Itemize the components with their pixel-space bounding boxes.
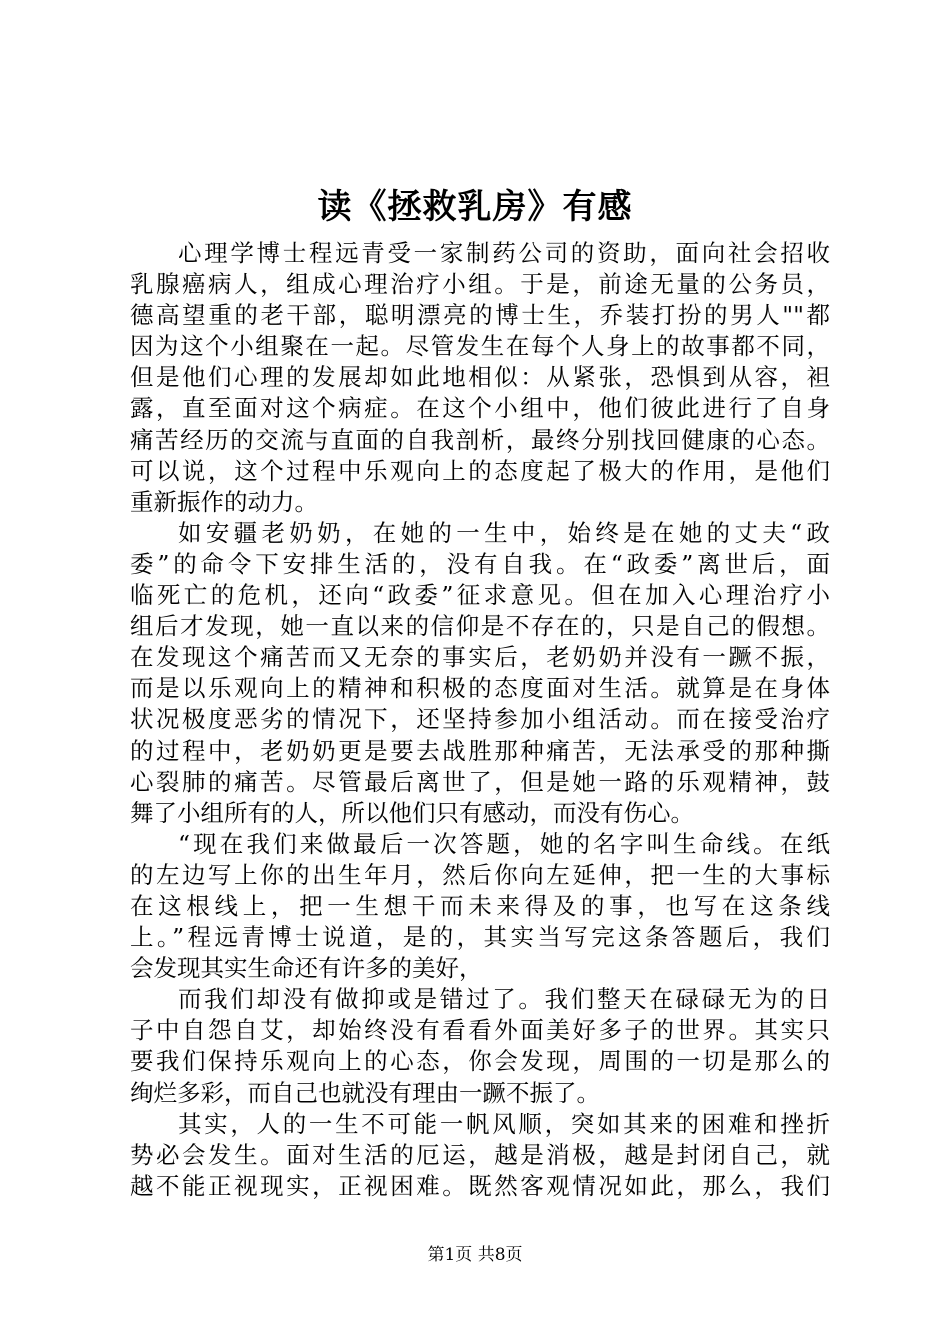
text-line: 心裂肺的痛苦。尽管最后离世了，但是她一路的乐观精神，鼓 bbox=[130, 767, 830, 796]
text-line: 组后才发现，她一直以来的信仰是不存在的，只是自己的假想。 bbox=[130, 612, 830, 641]
text-line: 心理学博士程远青受一家制药公司的资助，面向社会招收 bbox=[178, 239, 830, 267]
text-line: 势必会发生。面对生活的厄运，越是消极，越是封闭自己，就 bbox=[130, 1140, 830, 1169]
text-line: 露，直至面对这个病症。在这个小组中，他们彼此进行了自身 bbox=[130, 394, 830, 423]
text-line: 但是他们心理的发展却如此地相似：从紧张，恐惧到从容，袒 bbox=[130, 363, 830, 392]
text-line: 绚烂多彩，而自己也就没有理由一蹶不振了。 bbox=[130, 1078, 600, 1107]
text-line: 在这根线上，把一生想干而未来得及的事，也写在这条线 bbox=[130, 891, 830, 920]
text-line: 可以说，这个过程中乐观向上的态度起了极大的作用，是他们 bbox=[130, 456, 830, 485]
text-line: 德高望重的老干部，聪明漂亮的博士生，乔装打扮的男人""都 bbox=[130, 301, 830, 330]
text-line: 委”的命令下安排生活的，没有自我。在“政委”离世后，面 bbox=[130, 549, 830, 578]
text-line: 子中自怨自艾，却始终没有看看外面美好多子的世界。其实只 bbox=[130, 1016, 830, 1045]
document-title: 读《拯救乳房》有感 bbox=[317, 187, 633, 227]
text-line: 状况极度恶劣的情况下，还坚持参加小组活动。而在接受治疗 bbox=[130, 705, 830, 734]
text-line: 而是以乐观向上的精神和积极的态度面对生活。就算是在身体 bbox=[130, 674, 830, 703]
text-line: 如安疆老奶奶，在她的一生中，始终是在她的丈夫“政 bbox=[178, 518, 830, 547]
text-line: 会发现其实生命还有许多的美好， bbox=[130, 954, 483, 983]
text-line: 上。”程远青博士说道，是的，其实当写完这条答题后，我们 bbox=[130, 923, 830, 952]
document-body bbox=[130, 238, 830, 1202]
text-line: 在发现这个痛苦而又无奈的事实后，老奶奶并没有一蹶不振， bbox=[130, 643, 830, 672]
text-line: 的过程中，老奶奶更是要去战胜那种痛苦，无法承受的那种撕 bbox=[130, 736, 830, 765]
text-line: 乳腺癌病人，组成心理治疗小组。于是，前途无量的公务员， bbox=[130, 270, 830, 299]
text-line: 其实，人的一生不可能一帆风顺，突如其来的困难和挫折 bbox=[178, 1109, 830, 1138]
page-footer: 第1页 共8页 bbox=[427, 1245, 523, 1265]
text-line: 重新振作的动力。 bbox=[130, 487, 318, 516]
text-line: 而我们却没有做抑或是错过了。我们整天在碌碌无为的日 bbox=[178, 985, 830, 1014]
text-line: 痛苦经历的交流与直面的自我剖析，最终分别找回健康的心态。 bbox=[130, 425, 830, 454]
text-line: 舞了小组所有的人，所以他们只有感动，而没有伤心。 bbox=[130, 798, 694, 827]
text-line: 的左边写上你的出生年月，然后你向左延伸，把一生的大事标 bbox=[130, 860, 830, 889]
text-line: 越不能正视现实，正视困难。既然客观情况如此，那么，我们 bbox=[130, 1171, 830, 1200]
text-line: 因为这个小组聚在一起。尽管发生在每个人身上的故事都不同， bbox=[130, 332, 830, 361]
text-line: 要我们保持乐观向上的心态，你会发现，周围的一切是那么的 bbox=[130, 1047, 830, 1076]
text-line: “现在我们来做最后一次答题，她的名字叫生命线。在纸 bbox=[178, 829, 830, 858]
text-line: 临死亡的危机，还向“政委”征求意见。但在加入心理治疗小 bbox=[130, 581, 830, 610]
